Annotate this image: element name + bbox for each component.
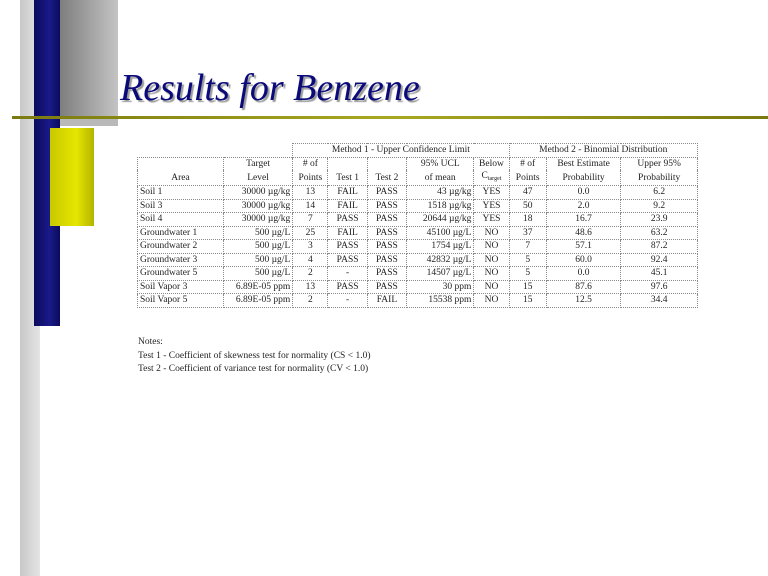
cell-best: 0.0 (546, 267, 621, 281)
slide-title: Results for Benzene (120, 67, 420, 109)
notes-test1: Test 1 - Coefficient of skewness test for normality (CS < 1.0) (138, 350, 371, 361)
cell-test1: - (328, 267, 367, 281)
cell-target: 500 µg/L (223, 253, 292, 267)
blank-cell (138, 144, 224, 158)
cell-m2-points: 5 (509, 267, 546, 281)
header-row-1 (138, 157, 698, 170)
header-target-line2: Level (223, 170, 292, 186)
cell-below: YES (474, 199, 509, 213)
cell-best: 2.0 (546, 199, 621, 213)
cell-points: 3 (293, 240, 328, 254)
cell-test2: PASS (367, 253, 406, 267)
notes-section (138, 336, 370, 377)
header-m2-points-line2: Points (509, 170, 546, 186)
header-points-line2: Points (293, 170, 328, 186)
header-row-2 (138, 170, 698, 186)
table-row (138, 240, 698, 254)
cell-points: 4 (293, 253, 328, 267)
blank-cell (138, 157, 224, 170)
cell-best: 16.7 (546, 213, 621, 227)
cell-points: 14 (293, 199, 328, 213)
cell-below: NO (474, 267, 509, 281)
blank-cell (367, 157, 406, 170)
cell-target: 500 µg/L (223, 240, 292, 254)
cell-area: Soil Vapor 5 (138, 294, 224, 308)
decorative-bar-yellow (50, 128, 94, 226)
notes-test2: Test 2 - Coefficient of variance test for normality (CV < 1.0) (138, 364, 369, 374)
header-test1: Test 1 (328, 170, 367, 186)
table-row (138, 267, 698, 281)
results-table (137, 143, 698, 308)
group-header-row (138, 144, 698, 158)
header-below-line1: Below (474, 157, 509, 170)
decorative-bar-gray-top (60, 0, 118, 118)
cell-points: 13 (293, 186, 328, 200)
header-best-line1: Best Estimate (546, 157, 621, 170)
cell-m2-points: 47 (509, 186, 546, 200)
table-row (138, 226, 698, 240)
cell-test1: PASS (328, 213, 367, 227)
cell-best: 48.6 (546, 226, 621, 240)
cell-ucl: 30 ppm (407, 280, 474, 294)
cell-m2-points: 37 (509, 226, 546, 240)
cell-target: 30000 µg/kg (223, 186, 292, 200)
cell-upper: 23.9 (621, 213, 698, 227)
cell-target: 6.89E-05 ppm (223, 280, 292, 294)
cell-test1: PASS (328, 240, 367, 254)
cell-test1: FAIL (328, 226, 367, 240)
header-test2: Test 2 (367, 170, 406, 186)
cell-ucl: 1754 µg/L (407, 240, 474, 254)
cell-ucl: 42832 µg/L (407, 253, 474, 267)
cell-best: 57.1 (546, 240, 621, 254)
cell-target: 6.89E-05 ppm (223, 294, 292, 308)
cell-points: 25 (293, 226, 328, 240)
cell-upper: 34.4 (621, 294, 698, 308)
method2-header: Method 2 - Binomial Distribution (509, 144, 697, 158)
cell-below: NO (474, 280, 509, 294)
cell-test1: PASS (328, 280, 367, 294)
title-underline-rule (12, 116, 768, 119)
cell-below: YES (474, 213, 509, 227)
cell-best: 0.0 (546, 186, 621, 200)
cell-ucl: 20644 µg/kg (407, 213, 474, 227)
cell-m2-points: 15 (509, 294, 546, 308)
cell-target: 30000 µg/kg (223, 213, 292, 227)
decorative-bar-gray-mid (60, 118, 118, 126)
cell-area: Soil 4 (138, 213, 224, 227)
cell-m2-points: 5 (509, 253, 546, 267)
cell-points: 7 (293, 213, 328, 227)
header-ucl-line2: of mean (407, 170, 474, 186)
cell-area: Soil Vapor 3 (138, 280, 224, 294)
cell-best: 12.5 (546, 294, 621, 308)
cell-upper: 97.6 (621, 280, 698, 294)
cell-upper: 9.2 (621, 199, 698, 213)
cell-area: Soil 1 (138, 186, 224, 200)
header-target-line1: Target (223, 157, 292, 170)
cell-test1: FAIL (328, 186, 367, 200)
cell-test1: PASS (328, 253, 367, 267)
cell-below: NO (474, 253, 509, 267)
cell-test2: PASS (367, 280, 406, 294)
cell-points: 2 (293, 267, 328, 281)
cell-below: NO (474, 226, 509, 240)
cell-upper: 92.4 (621, 253, 698, 267)
cell-area: Groundwater 1 (138, 226, 224, 240)
cell-points: 13 (293, 280, 328, 294)
cell-best: 87.6 (546, 280, 621, 294)
cell-best: 60.0 (546, 253, 621, 267)
cell-ucl: 14507 µg/L (407, 267, 474, 281)
header-upper-line2: Probability (621, 170, 698, 186)
cell-test1: - (328, 294, 367, 308)
header-m2-points-line1: # of (509, 157, 546, 170)
cell-target: 500 µg/L (223, 267, 292, 281)
header-ucl-line1: 95% UCL (407, 157, 474, 170)
cell-test2: PASS (367, 240, 406, 254)
header-below-line2 (474, 170, 509, 186)
table-row (138, 280, 698, 294)
cell-target: 30000 µg/kg (223, 199, 292, 213)
cell-area: Groundwater 3 (138, 253, 224, 267)
cell-test1: FAIL (328, 199, 367, 213)
cell-m2-points: 50 (509, 199, 546, 213)
cell-upper: 87.2 (621, 240, 698, 254)
header-below-target-sub: target (487, 176, 502, 182)
cell-ucl: 43 µg/kg (407, 186, 474, 200)
method1-header: Method 1 - Upper Confidence Limit (293, 144, 509, 158)
cell-target: 500 µg/L (223, 226, 292, 240)
cell-m2-points: 15 (509, 280, 546, 294)
cell-upper: 45.1 (621, 267, 698, 281)
header-upper-line1: Upper 95% (621, 157, 698, 170)
table-row (138, 253, 698, 267)
cell-test2: FAIL (367, 294, 406, 308)
blank-cell (328, 157, 367, 170)
cell-area: Groundwater 5 (138, 267, 224, 281)
table-row (138, 186, 698, 200)
table-row (138, 199, 698, 213)
cell-upper: 63.2 (621, 226, 698, 240)
cell-ucl: 15538 ppm (407, 294, 474, 308)
cell-m2-points: 18 (509, 213, 546, 227)
cell-area: Groundwater 2 (138, 240, 224, 254)
cell-below: NO (474, 294, 509, 308)
cell-below: NO (474, 240, 509, 254)
cell-ucl: 45100 µg/L (407, 226, 474, 240)
cell-area: Soil 3 (138, 199, 224, 213)
cell-test2: PASS (367, 226, 406, 240)
cell-m2-points: 7 (509, 240, 546, 254)
header-points-line1: # of (293, 157, 328, 170)
cell-upper: 6.2 (621, 186, 698, 200)
header-below-c: C (481, 171, 488, 181)
table-row (138, 213, 698, 227)
table-row (138, 294, 698, 308)
cell-test2: PASS (367, 213, 406, 227)
cell-ucl: 1518 µg/kg (407, 199, 474, 213)
cell-test2: PASS (367, 267, 406, 281)
notes-heading: Notes: (138, 337, 163, 347)
header-best-line2: Probability (546, 170, 621, 186)
blank-cell (223, 144, 292, 158)
header-area: Area (138, 170, 224, 186)
cell-points: 2 (293, 294, 328, 308)
cell-below: YES (474, 186, 509, 200)
cell-test2: PASS (367, 199, 406, 213)
cell-test2: PASS (367, 186, 406, 200)
